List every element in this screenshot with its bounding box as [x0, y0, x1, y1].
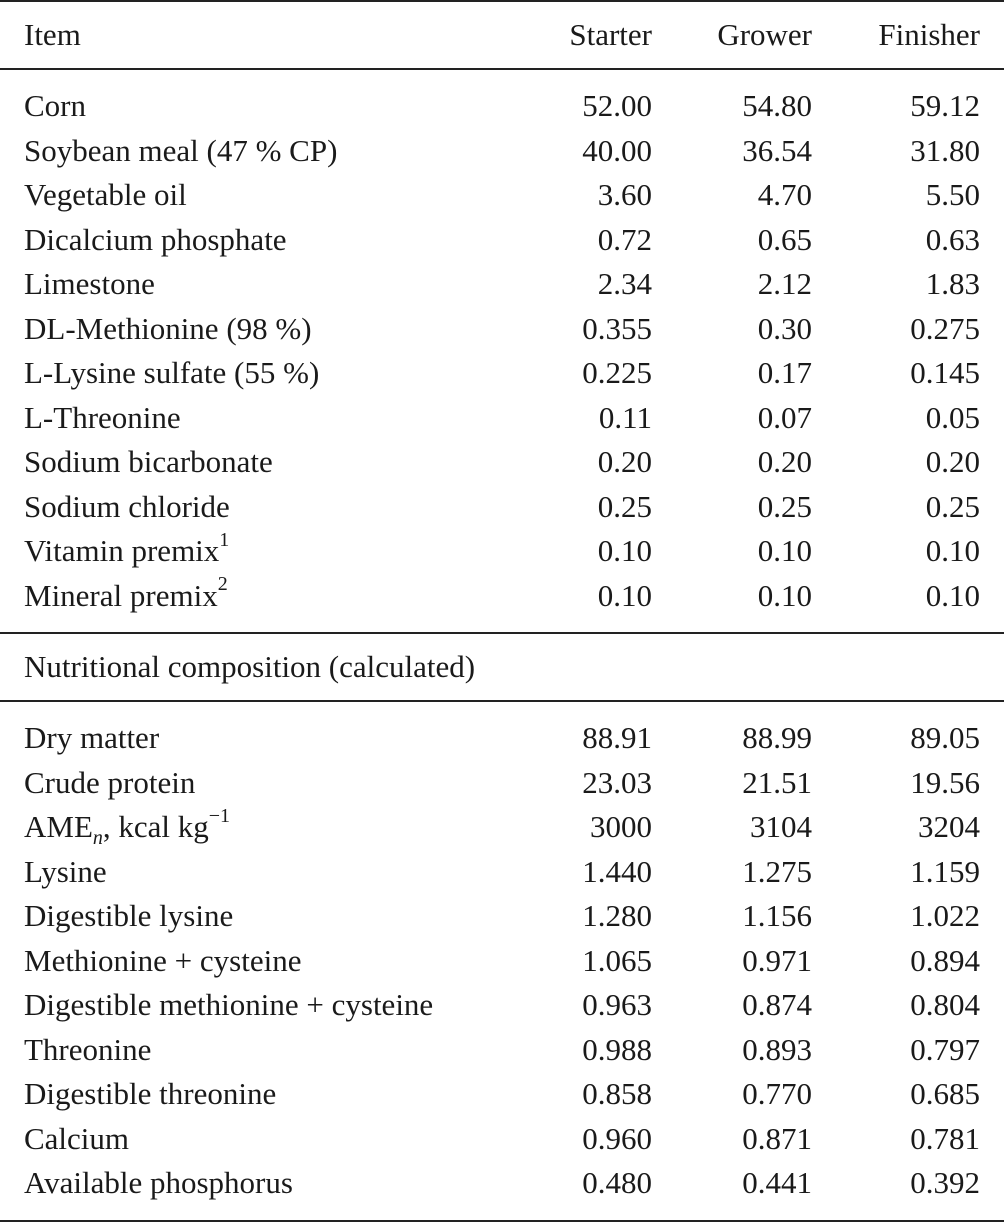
- value-starter: 0.225: [582, 355, 652, 390]
- value-starter: 0.480: [502, 1161, 652, 1221]
- value-finisher: 0.25: [925, 488, 980, 524]
- row-label: [0, 351, 502, 396]
- row-label: [0, 574, 502, 634]
- table-row: [0, 529, 1004, 574]
- row-label: [0, 805, 502, 850]
- row-label: [0, 1161, 502, 1221]
- row-label-text: Digestible methionine + cysteine: [24, 987, 434, 1022]
- value-grower: 1.275: [742, 853, 812, 889]
- value-finisher: 1.159: [910, 853, 980, 889]
- value-starter: 3.60: [597, 177, 652, 212]
- value-finisher: 59.12: [910, 88, 980, 123]
- row-label-text: Vegetable oil: [24, 177, 187, 212]
- header-starter: Starter: [502, 1, 652, 69]
- value-grower: 0.10: [757, 577, 812, 613]
- value-finisher: 0.392: [812, 1161, 1004, 1221]
- value-grower: 0.17: [757, 355, 812, 390]
- row-label: [0, 485, 502, 530]
- value-finisher: 0.804: [910, 987, 980, 1022]
- row-label-subscript: n: [92, 827, 103, 850]
- row-label: [0, 529, 502, 574]
- table-row: [0, 173, 1004, 218]
- row-label-suffix: , kcal kg: [102, 809, 209, 844]
- table-row: [0, 440, 1004, 485]
- row-label-text: Methionine + cysteine: [24, 942, 302, 978]
- value-finisher: 0.685: [910, 1076, 980, 1111]
- value-grower: 0.20: [757, 444, 812, 479]
- row-label: [0, 1072, 502, 1117]
- row-label-text: Corn: [24, 88, 86, 123]
- row-label: [0, 1117, 502, 1162]
- header-finisher: Finisher: [812, 1, 1004, 69]
- value-grower: 0.871: [742, 1120, 812, 1156]
- value-finisher: 0.894: [910, 942, 980, 978]
- table-row: [0, 805, 1004, 850]
- value-finisher: 0.10: [925, 577, 980, 613]
- value-grower: 0.10: [757, 533, 812, 568]
- value-finisher: 1.83: [925, 266, 980, 301]
- value-finisher: 19.56: [910, 764, 980, 800]
- value-starter: 0.960: [582, 1120, 652, 1156]
- value-grower: 4.70: [757, 177, 812, 212]
- row-label-text: Sodium bicarbonate: [24, 444, 273, 479]
- row-label-text: Vitamin premix: [24, 533, 220, 568]
- value-finisher: 1.022: [910, 898, 980, 933]
- value-starter: 0.25: [597, 488, 652, 524]
- value-finisher: 0.781: [910, 1120, 980, 1156]
- value-starter: 52.00: [582, 88, 652, 123]
- value-grower: 2.12: [757, 266, 812, 301]
- row-label: [0, 173, 502, 218]
- row-label: [0, 983, 502, 1028]
- table-row: [0, 396, 1004, 441]
- value-grower: 0.971: [742, 942, 812, 978]
- value-grower: 0.30: [757, 310, 812, 346]
- row-label-text: Lysine: [24, 853, 107, 889]
- value-starter: 3000: [590, 809, 652, 844]
- value-starter: 0.10: [597, 577, 652, 613]
- value-finisher: 0.63: [925, 221, 980, 257]
- value-finisher: 31.80: [910, 132, 980, 168]
- value-starter: 0.72: [597, 221, 652, 257]
- table-row: [0, 939, 1004, 984]
- value-finisher: 5.50: [925, 177, 980, 212]
- value-grower: 0.07: [757, 399, 812, 435]
- value-starter: 0.10: [597, 533, 652, 568]
- row-label-text: Dicalcium phosphate: [24, 221, 287, 257]
- table-row: [0, 850, 1004, 895]
- row-label-text: Threonine: [24, 1031, 152, 1067]
- row-label-text: Crude protein: [24, 764, 196, 800]
- value-starter: 0.20: [597, 444, 652, 479]
- table-row: [0, 761, 1004, 806]
- row-label: [0, 440, 502, 485]
- section-label: Nutritional composition (calculated): [0, 633, 1004, 701]
- value-grower: 54.80: [742, 88, 812, 123]
- table-row: [0, 351, 1004, 396]
- row-label-text: AME: [24, 809, 93, 844]
- row-label: [0, 307, 502, 352]
- value-finisher: 0.05: [925, 399, 980, 435]
- row-label-text: Mineral premix: [24, 577, 218, 613]
- table-row: [0, 1028, 1004, 1073]
- table-row: [0, 1117, 1004, 1162]
- row-label-superscript: 1: [219, 528, 230, 551]
- row-label: [0, 701, 502, 761]
- table-row: [0, 983, 1004, 1028]
- header-item: Item: [0, 1, 502, 69]
- value-starter: 1.065: [582, 942, 652, 978]
- row-label: [0, 69, 502, 129]
- value-grower: 0.874: [742, 987, 812, 1022]
- row-label-superscript: −1: [208, 804, 231, 827]
- table-row: [0, 574, 1004, 634]
- table-row: [0, 262, 1004, 307]
- row-label: [0, 1028, 502, 1073]
- value-grower: 0.770: [742, 1076, 812, 1111]
- row-label-text: L-Threonine: [24, 399, 181, 435]
- row-label: [0, 218, 502, 263]
- row-label: [0, 262, 502, 307]
- value-starter: 1.280: [582, 898, 652, 933]
- row-label-text: Soybean meal (47 % CP): [24, 132, 338, 168]
- value-starter: 0.355: [582, 310, 652, 346]
- value-grower: 36.54: [742, 132, 812, 168]
- value-finisher: 0.797: [910, 1031, 980, 1067]
- value-grower: 0.25: [757, 488, 812, 524]
- row-label-text: DL-Methionine (98 %): [24, 310, 312, 346]
- row-label-text: Available phosphorus: [24, 1165, 293, 1200]
- row-label: [0, 850, 502, 895]
- table-row: [0, 1161, 1004, 1221]
- table-row: [0, 894, 1004, 939]
- row-label-text: Sodium chloride: [24, 488, 230, 524]
- table-row: [0, 701, 1004, 761]
- row-label: [0, 939, 502, 984]
- row-label-text: Limestone: [24, 266, 155, 301]
- value-finisher: 3204: [918, 809, 980, 844]
- value-starter: 2.34: [597, 266, 652, 301]
- value-grower: 88.99: [742, 720, 812, 755]
- value-starter: 88.91: [582, 720, 652, 755]
- table-row: [0, 129, 1004, 174]
- row-label-superscript: 2: [217, 573, 228, 596]
- header-grower: Grower: [652, 1, 812, 69]
- value-grower: 3104: [750, 809, 812, 844]
- table-row: [0, 69, 1004, 129]
- row-label: [0, 129, 502, 174]
- value-starter: 1.440: [582, 853, 652, 889]
- row-label-text: Dry matter: [24, 720, 160, 755]
- table-row: [0, 218, 1004, 263]
- row-label-text: Calcium: [24, 1120, 130, 1156]
- row-label-text: Digestible threonine: [24, 1076, 277, 1111]
- value-starter: 40.00: [582, 132, 652, 168]
- value-grower: 1.156: [742, 898, 812, 933]
- value-starter: 0.963: [582, 987, 652, 1022]
- value-starter: 0.988: [582, 1031, 652, 1067]
- row-label-text: L-Lysine sulfate (55 %): [24, 355, 320, 390]
- table-row: [0, 485, 1004, 530]
- table-row: [0, 1072, 1004, 1117]
- row-label: [0, 761, 502, 806]
- value-finisher: 0.145: [910, 355, 980, 390]
- row-label: [0, 396, 502, 441]
- value-finisher: 89.05: [910, 720, 980, 755]
- value-starter: 0.11: [598, 399, 652, 435]
- value-grower: 0.65: [757, 221, 812, 257]
- header-row: [0, 1, 1004, 69]
- table-row: [0, 307, 1004, 352]
- row-label: [0, 894, 502, 939]
- value-grower: 21.51: [742, 764, 812, 800]
- table-body: [0, 1, 1004, 1221]
- value-starter: 0.858: [582, 1076, 652, 1111]
- row-label-text: Digestible lysine: [24, 898, 234, 933]
- value-finisher: 0.10: [925, 533, 980, 568]
- value-starter: 23.03: [582, 764, 652, 800]
- value-grower: 0.441: [652, 1161, 812, 1221]
- section-header-row: [0, 633, 1004, 701]
- value-grower: 0.893: [742, 1031, 812, 1067]
- value-finisher: 0.20: [925, 444, 980, 479]
- value-finisher: 0.275: [910, 310, 980, 346]
